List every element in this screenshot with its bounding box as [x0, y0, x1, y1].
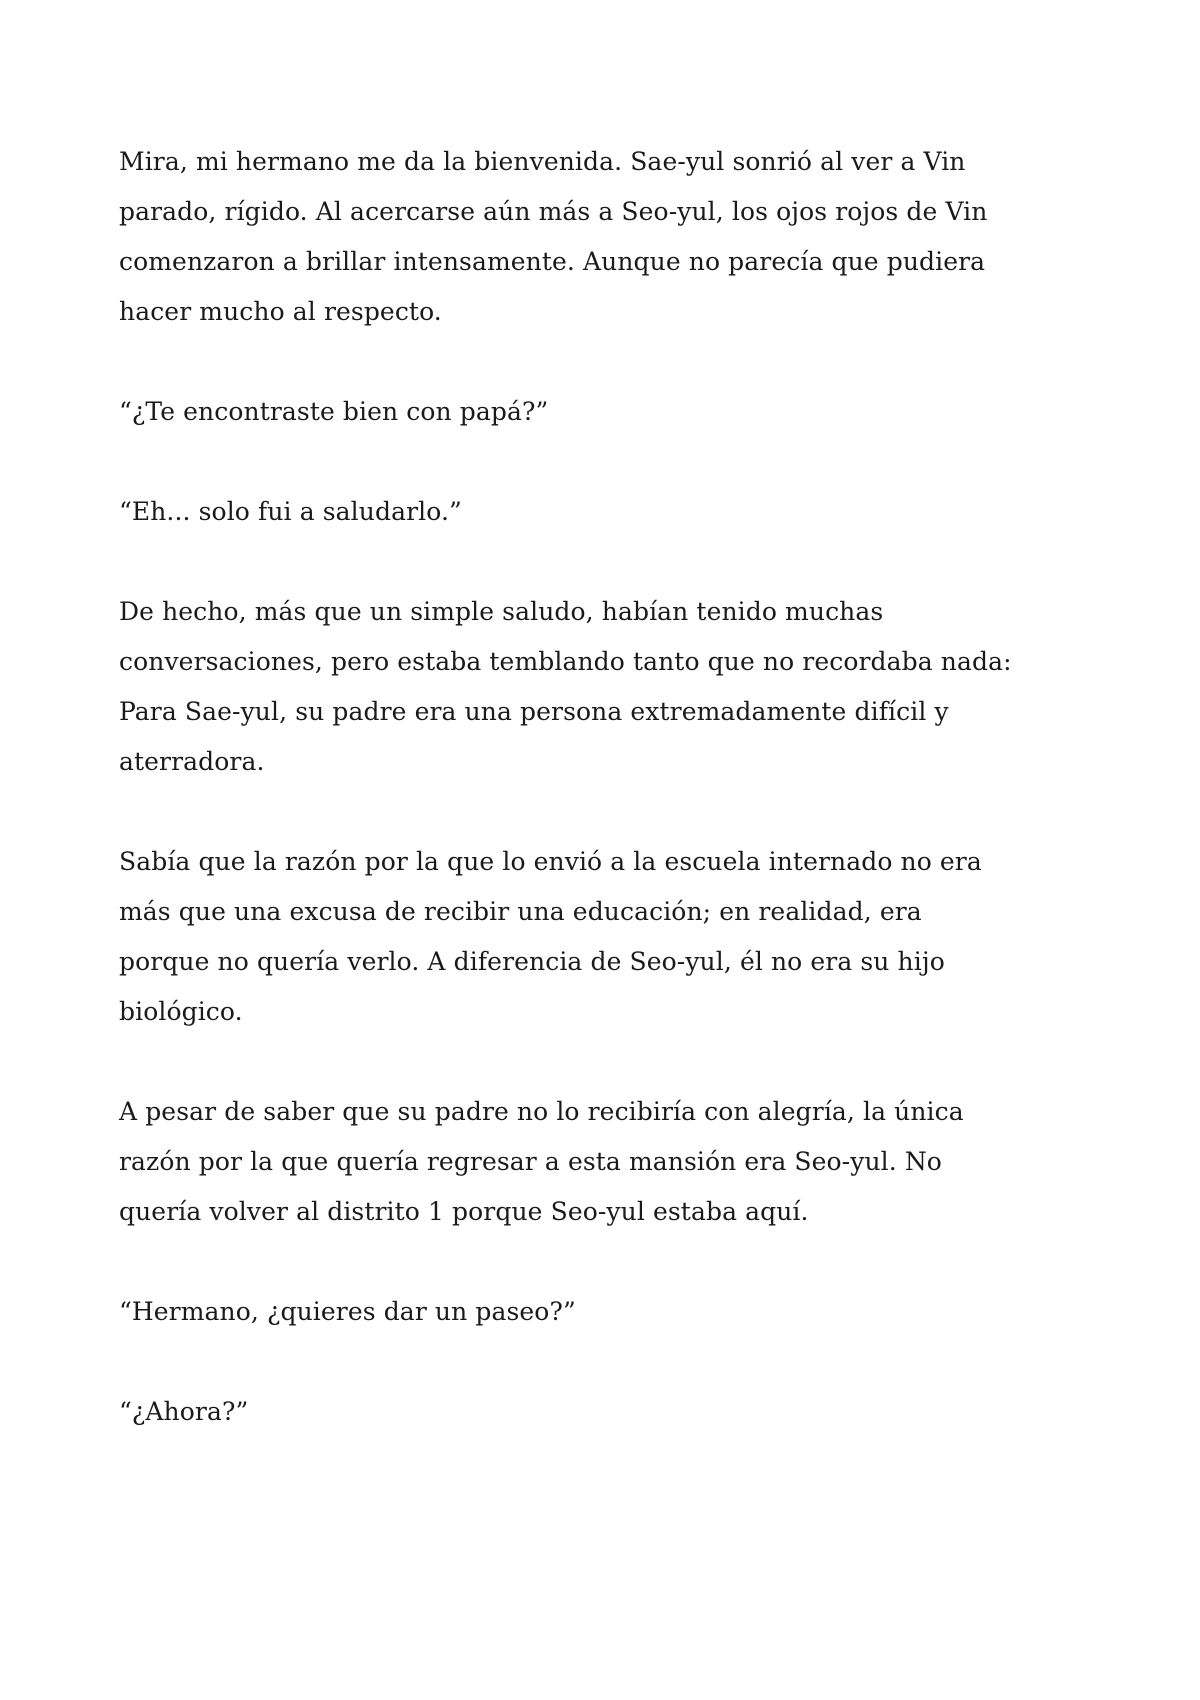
paragraph-dialogue-4: “¿Ahora?” [119, 1397, 249, 1426]
document-page [119, 137, 1019, 1487]
paragraph-narration-3: Sabía que la razón por la que lo envió a la escuela internado no era más que una excusa de recibir una educación; en realidad, era porque no quería verlo. A diferencia de Seo-yul, él no era su hijo biológico. [119, 847, 982, 1026]
paragraph-narration-4: A pesar de saber que su padre no lo recibiría con alegría, la única razón por la que quería regresar a esta mansión era Seo-yul. No quería volver al distrito 1 porque Seo-yul estaba aquí. [119, 1097, 964, 1226]
paragraph-dialogue-2: “Eh... solo fui a saludarlo.” [119, 497, 462, 526]
paragraph-dialogue-3: “Hermano, ¿quieres dar un paseo?” [119, 1297, 576, 1326]
paragraph-narration-2: De hecho, más que un simple saludo, habían tenido muchas conversaciones, pero estaba temblando tanto que no recordaba nada: Para Sae-yul, su padre era una persona extremadamente difícil y aterradora. [119, 597, 1012, 776]
paragraph-dialogue-1: “¿Te encontraste bien con papá?” [119, 397, 549, 426]
paragraph-narration-1: Mira, mi hermano me da la bienvenida. Sae-yul sonrió al ver a Vin parado, rígido. Al acercarse aún más a Seo-yul, los ojos rojos de Vin comenzaron a brillar intensamente. Aunque no parecía que pudiera hacer mucho al respecto. [119, 147, 988, 326]
